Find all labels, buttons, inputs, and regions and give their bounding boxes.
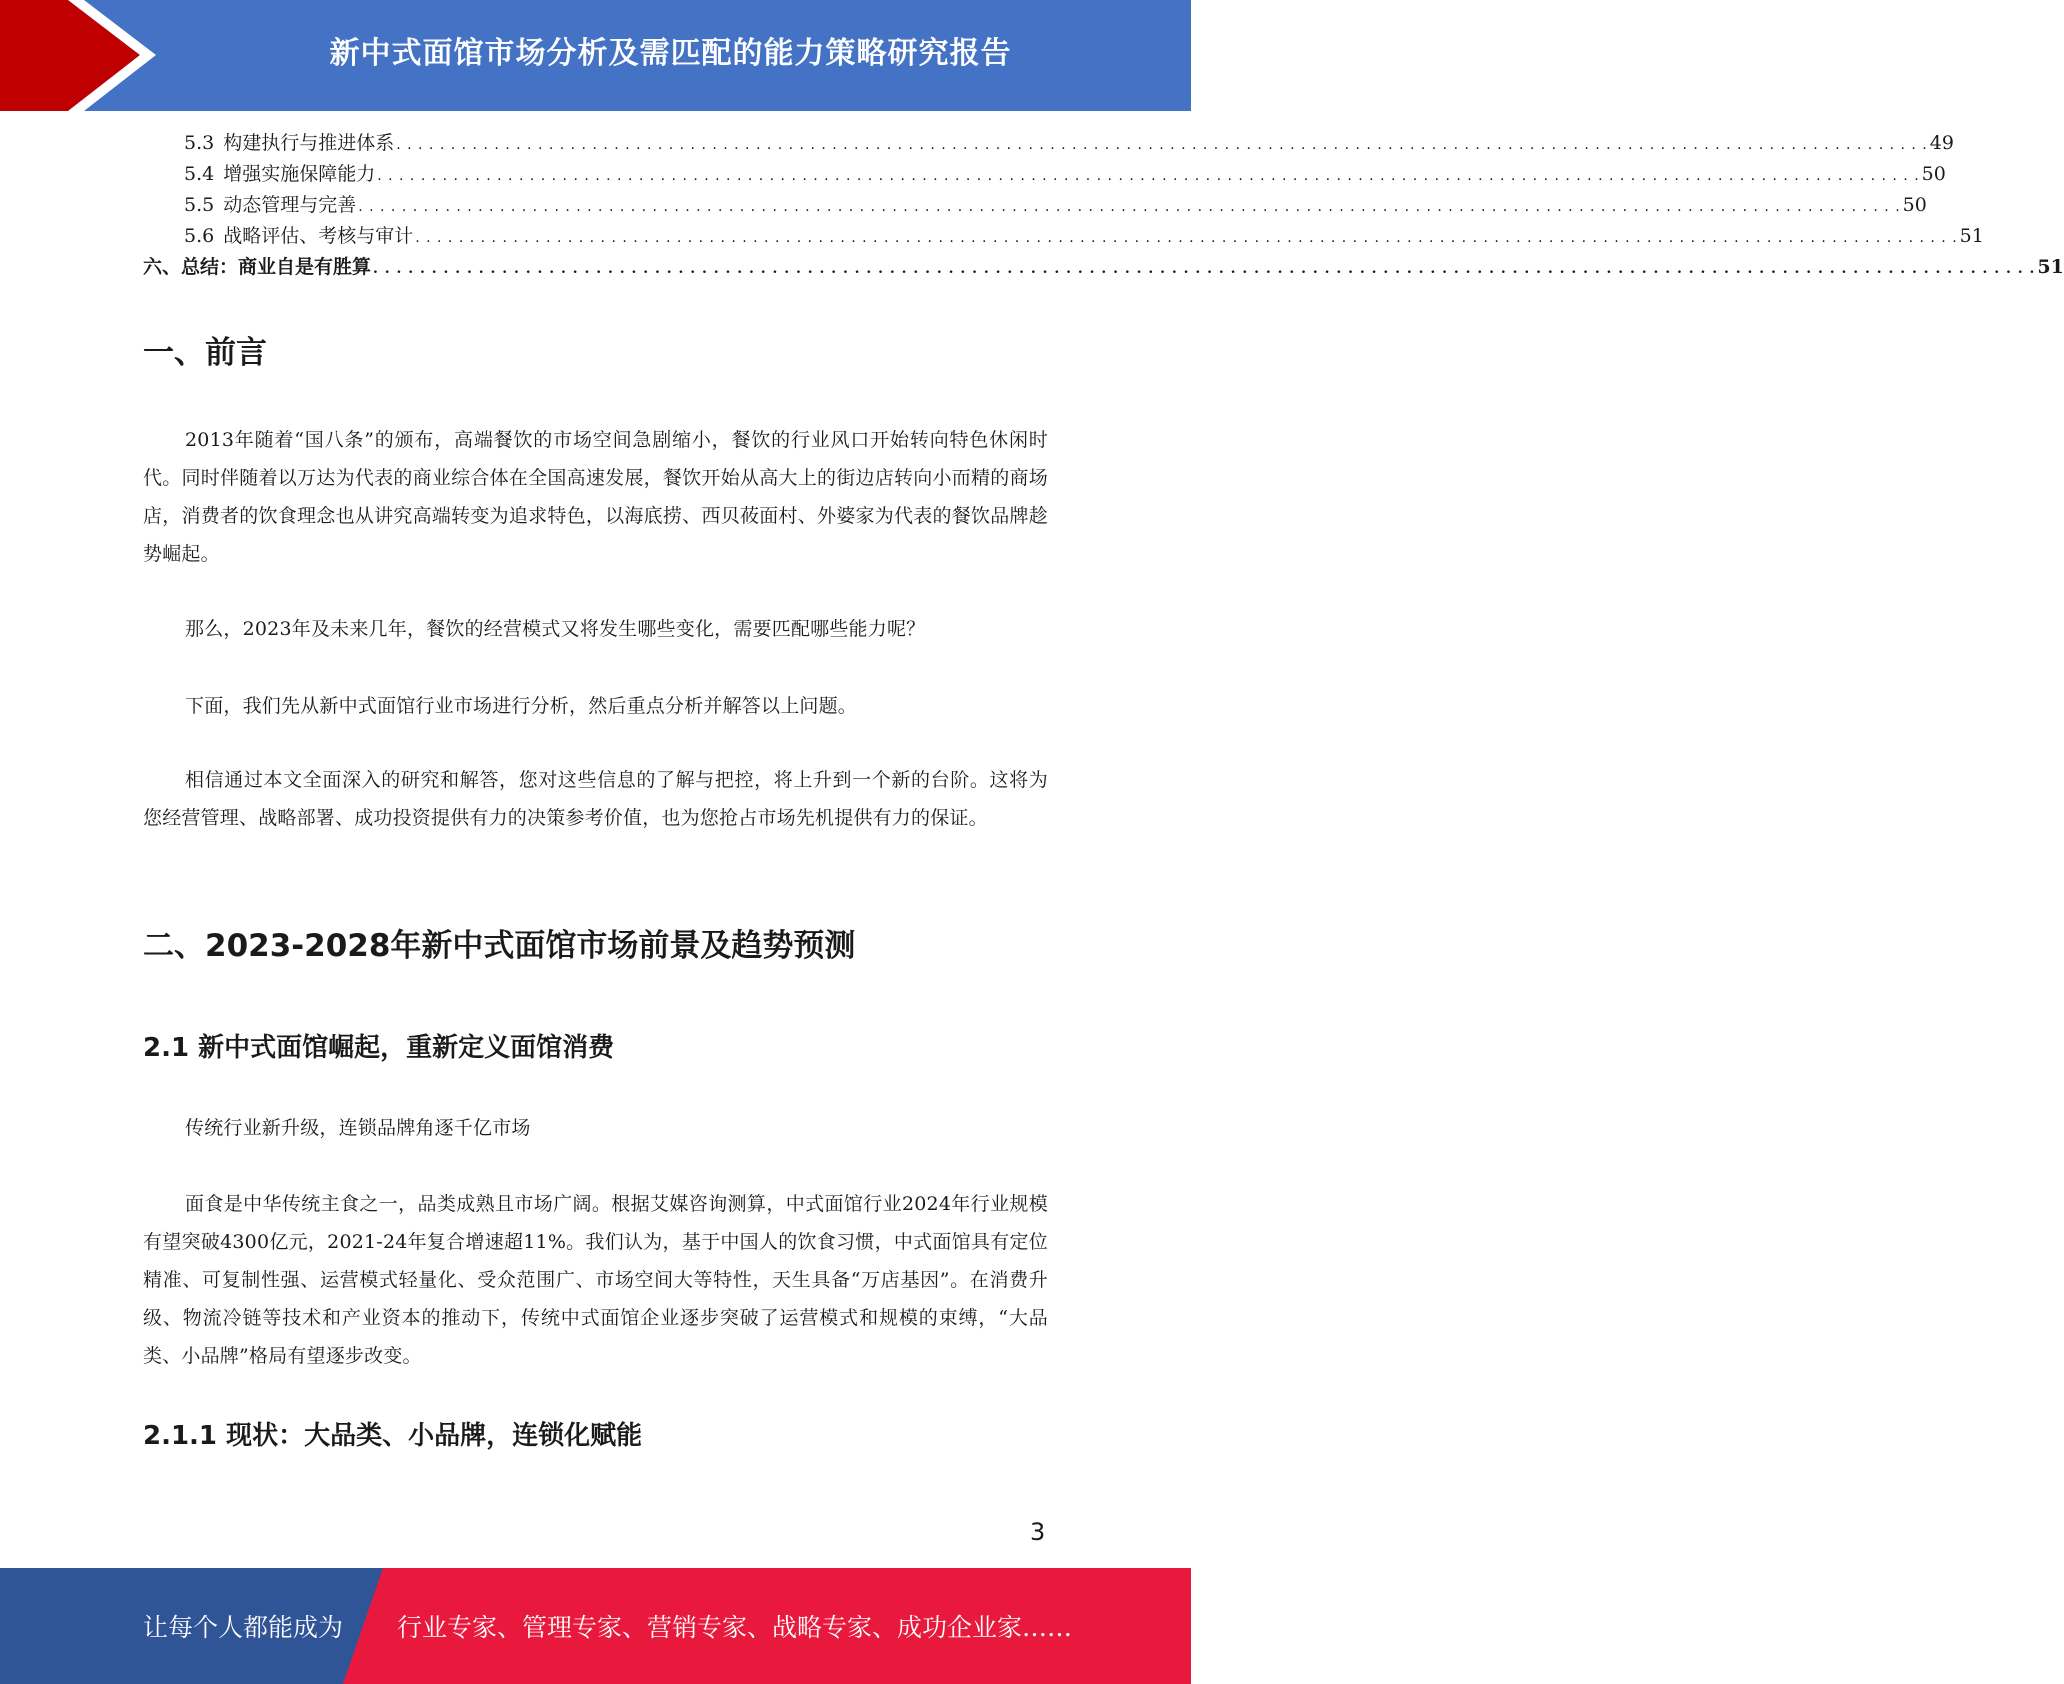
report-title: 新中式面馆市场分析及需匹配的能力策略研究报告 xyxy=(329,36,1012,71)
page-footer xyxy=(0,1568,1191,1684)
footer-slogan-left: 让每个人都能成为 xyxy=(143,1613,344,1642)
toc-page-number: 50 xyxy=(1902,194,1927,216)
toc-number: 5.3 xyxy=(184,132,215,154)
section-heading-forecast: 二、2023-2028年新中式面馆市场前景及趋势预测 xyxy=(143,928,856,964)
toc-title: 六、总结：商业自是有胜算 xyxy=(143,256,372,278)
toc-title: 增强实施保障能力 xyxy=(223,163,376,185)
page-header xyxy=(0,0,1191,111)
toc-entry[interactable] xyxy=(143,190,1927,221)
toc-leader-dots: . . . . . . . . . . . . . . . . . . . . . . . . . . . . . . . . . . . . . . . . . . . . . . . . . . . . . . . . . . . . . . . . . . . . . . . . . . . . . . . . . . . . . . . . . . . . . . . . . . . . . . . . . . . . . . . . . . . . . . . . . . . . . . . . . . . . . . . . . . . . . . xyxy=(373,261,2036,277)
intro-paragraph: 下面，我们先从新中式面馆行业市场进行分析，然后重点分析并解答以上问题。 xyxy=(185,695,858,717)
toc-entry[interactable] xyxy=(143,128,1954,159)
subsection-paragraph: 面食是中华传统主食之一，品类成熟且市场广阔。根据艾媒咨询测算，中式面馆行业2024年行业规模有望突破4300亿元，2021-24年复合增速超11%。我们认为，基于中国人的饮食习惯，中式面馆具有定位精准、可复制性强、运营模式轻量化、受众范围广、市场空间大等特性，天生具备“万店基因”。在消费升级、物流冷链等技术和产业资本的推动下，传统中式面馆企业逐步突破了运营模式和规模的束缚，“大品类、小品牌”格局有望逐步改变。 xyxy=(143,1193,1048,1367)
toc-page-number: 49 xyxy=(1929,132,1954,154)
toc-number: 5.4 xyxy=(184,163,215,185)
section-heading-intro: 一、前言 xyxy=(143,335,267,371)
intro-paragraph: 2013年随着“国八条”的颁布，高端餐饮的市场空间急剧缩小，餐饮的行业风口开始转向特色休闲时代。同时伴随着以万达为代表的商业综合体在全国高速发展，餐饮开始从高大上的街边店转向小而精的商场店，消费者的饮食理念也从讲究高端转变为追求特色，以海底捞、西贝莜面村、外婆家为代表的餐饮品牌趁势崛起。 xyxy=(143,429,1048,565)
toc-leader-dots: . . . . . . . . . . . . . . . . . . . . . . . . . . . . . . . . . . . . . . . . . . . . . . . . . . . . . . . . . . . . . . . . . . . . . . . . . . . . . . . . . . . . . . . . . . . . . . . . . . . . . . . . . . . . . . . . . . . . . . . . . . . . . . . . . . . . . . . . . . . . . . xyxy=(377,168,1920,184)
toc-page-number: 50 xyxy=(1921,163,1946,185)
toc-title: 动态管理与完善 xyxy=(223,194,357,216)
subsection-heading: 2.1 新中式面馆崛起，重新定义面馆消费 xyxy=(143,1033,615,1063)
toc-entry[interactable] xyxy=(143,221,1984,252)
toc-page-number: 51 xyxy=(1959,225,1984,247)
toc-page-number: 51 xyxy=(2037,256,2064,278)
toc-leader-dots: . . . . . . . . . . . . . . . . . . . . . . . . . . . . . . . . . . . . . . . . . . . . . . . . . . . . . . . . . . . . . . . . . . . . . . . . . . . . . . . . . . . . . . . . . . . . . . . . . . . . . . . . . . . . . . . . . . . . . . . . . . . . . . . . . . . . . . . . . . . . . . xyxy=(358,199,1901,215)
subsubsection-heading: 2.1.1 现状：大品类、小品牌，连锁化赋能 xyxy=(143,1421,643,1451)
toc-number: 5.6 xyxy=(184,225,215,247)
toc-entry[interactable] xyxy=(143,159,1946,190)
toc-title: 战略评估、考核与审计 xyxy=(223,225,414,247)
toc-leader-dots: . . . . . . . . . . . . . . . . . . . . . . . . . . . . . . . . . . . . . . . . . . . . . . . . . . . . . . . . . . . . . . . . . . . . . . . . . . . . . . . . . . . . . . . . . . . . . . . . . . . . . . . . . . . . . . . . . . . . . . . . . . . . . . . . . . . . . . . . . . . . . . xyxy=(415,230,1958,246)
table-of-contents xyxy=(143,128,2064,283)
subsection-paragraph: 传统行业新升级，连锁品牌角逐千亿市场 xyxy=(185,1117,531,1139)
intro-paragraph: 那么，2023年及未来几年，餐饮的经营模式又将发生哪些变化，需要匹配哪些能力呢？ xyxy=(185,618,926,640)
footer-slogan-right: 行业专家、管理专家、营销专家、战略专家、成功企业家…… xyxy=(397,1613,1073,1642)
toc-title: 构建执行与推进体系 xyxy=(223,132,395,154)
toc-entry[interactable] xyxy=(143,252,2064,283)
page-number: 3 xyxy=(1030,1518,1046,1546)
intro-paragraph: 相信通过本文全面深入的研究和解答，您对这些信息的了解与把控，将上升到一个新的台阶。这将为您经营管理、战略部署、成功投资提供有力的决策参考价值，也为您抢占市场先机提供有力的保证。 xyxy=(143,769,1048,829)
toc-leader-dots: . . . . . . . . . . . . . . . . . . . . . . . . . . . . . . . . . . . . . . . . . . . . . . . . . . . . . . . . . . . . . . . . . . . . . . . . . . . . . . . . . . . . . . . . . . . . . . . . . . . . . . . . . . . . . . . . . . . . . . . . . . . . . . . . . . . . . . . . . . . . . xyxy=(396,137,1928,153)
toc-number: 5.5 xyxy=(184,194,215,216)
